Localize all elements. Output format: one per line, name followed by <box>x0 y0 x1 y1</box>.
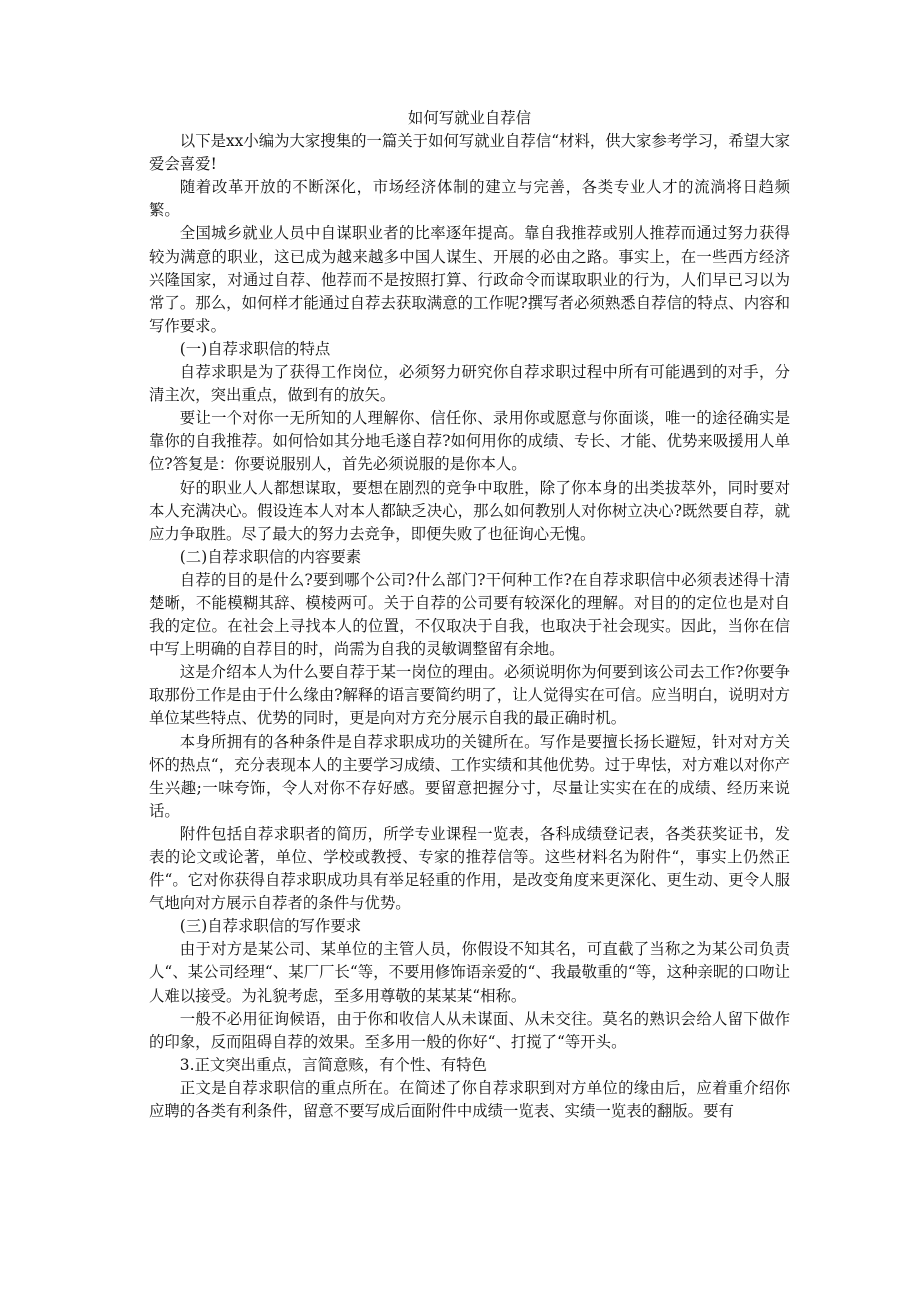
section-heading: (二)自荐求职信的内容要素 <box>179 547 362 566</box>
body-paragraph: 全国城乡就业人员中自谋职业者的比率逐年提高。靠自我推荐或别人推荐而通过努力获得较为满意的职业，这已成为越来越多中国人谋生、开展的必由之路。事实上，在一些西方经济兴隆国家，对通过自荐、他荐而不是按照打算、行政命令而谋取职业的行为，人们早已习以为常了。那么，如何样才能通过自荐去获取满意的工作呢?撰写者必须熟悉自荐信的特点、内容和写作要求。 <box>149 224 790 335</box>
section-heading: (一)自荐求职信的特点 <box>179 339 331 358</box>
body-paragraph: 好的职业人人都想谋取，要想在剧烈的竞争中取胜，除了你本身的出类拔萃外，同时要对本人充满决心。假设连本人对本人都缺乏决心，那么如何教别人对你树立决心?既然要自荐，就应力争取胜。尽了最大的努力去竞争，即便失败了也征询心无愧。 <box>149 478 790 543</box>
section-heading: 3.正文突出重点，言简意赅，有个性、有特色 <box>179 1055 487 1074</box>
body-paragraph: 随着改革开放的不断深化，市场经济体制的建立与完善，各类专业人才的流淌将日趋频繁。 <box>149 178 790 220</box>
body-paragraph: 自荐求职是为了获得工作岗位，必须努力研究你自荐求职过程中所有可能遇到的对手，分清主次，突出重点，做到有的放矢。 <box>149 363 790 405</box>
intro-paragraph: 以下是xx小编为大家搜集的一篇关于如何写就业自荐信“材料，供大家参考学习，希望大家爱会喜爱! <box>149 132 790 174</box>
body-paragraph: 本身所拥有的各种条件是自荐求职成功的关键所在。写作是要擅长扬长避短，针对对方关怀的热点“，充分表现本人的主要学习成绩、工作实绩和其他优势。过于卑怯，对方难以对你产生兴趣;一味夸饰，令人对你不存好感。要留意把握分寸，尽量让实实在在的成绩、经历来说话。 <box>149 732 790 820</box>
document-title: 如何写就业自荐信 <box>407 109 532 127</box>
body-paragraph: 一般不必用征询候语，由于你和收信人从未谋面、从未交往。莫名的熟识会给人留下做作的印象，反而阻碍自荐的效果。至多用一般的你好“、打搅了“等开头。 <box>149 1009 790 1051</box>
section-heading: (三)自荐求职信的写作要求 <box>179 917 362 936</box>
body-paragraph: 要让一个对你一无所知的人理解你、信任你、录用你或愿意与你面谈，唯一的途径确实是靠你的自我推荐。如何恰如其分地毛遂自荐?如何用你的成绩、专长、才能、优势来吸援用人单位?答复是：你要说服别人，首先必须说服的是你本人。 <box>149 409 790 474</box>
body-paragraph: 自荐的目的是什么?要到哪个公司?什么部门?干何种工作?在自荐求职信中必须表述得十清楚晰，不能模糊其辞、模棱两可。关于自荐的公司要有较深化的理解。对目的的定位也是对自我的定位。在社会上寻找本人的位置，不仅取决于自我，也取决于社会现实。因此，当你在信中写上明确的自荐目的时，尚需为自我的灵敏调整留有余地。 <box>149 570 790 659</box>
body-paragraph: 正文是自荐求职信的重点所在。在简述了你自荐求职到对方单位的缘由后，应着重介绍你应聘的各类有利条件，留意不要写成后面附件中成绩一览表、实绩一览表的翻版。要有 <box>149 1078 790 1121</box>
body-paragraph: 这是介绍本人为什么要自荐于某一岗位的理由。必须说明你为何要到该公司去工作?你要争取那份工作是由于什么缘由?解释的语言要简约明了，让人觉得实在可信。应当明白，说明对方单位某些特点、优势的同时，更是向对方充分展示自我的最正确时机。 <box>149 663 790 728</box>
document-page <box>149 107 790 1123</box>
body-paragraph: 附件包括自荐求职者的简历，所学专业课程一览表，各科成绩登记表，各类获奖证书，发表的论文或论著，单位、学校或教授、专家的推荐信等。这些材料名为附件“，事实上仍然正件“。它对你获得自荐求职成功具有举足轻重的作用，是改变角度来更深化、更生动、更令人服气地向对方展示自荐者的条件与优势。 <box>149 824 790 913</box>
body-paragraph: 由于对方是某公司、某单位的主管人员，你假设不知其名，可直截了当称之为某公司负责人“、某公司经理“、某厂厂长“等，不要用修饰语亲爱的“、我最敬重的“等，这种亲昵的口吻让人难以接受。为礼貌考虑，至多用尊敬的某某某“相称。 <box>149 940 790 1005</box>
